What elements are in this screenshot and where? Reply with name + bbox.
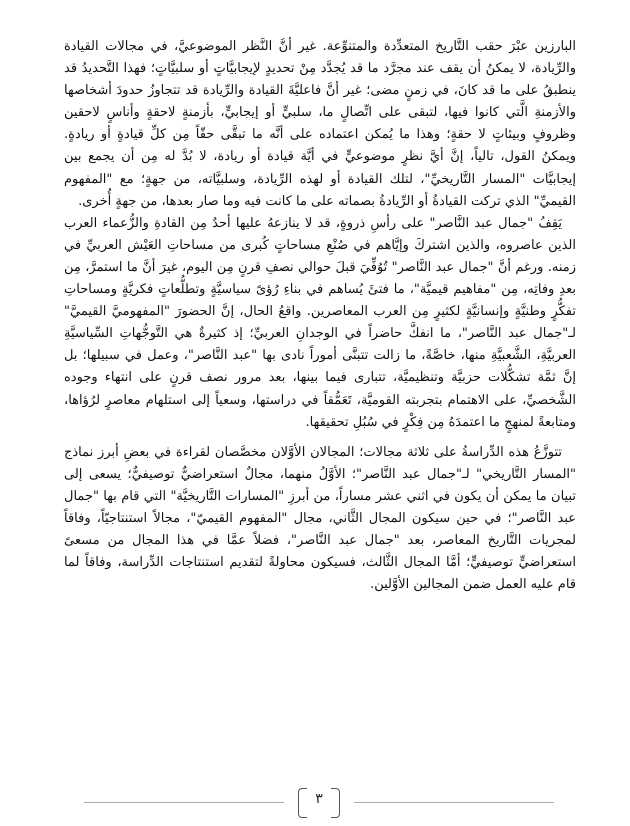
page-number: ٣ (315, 791, 323, 807)
paragraph-2: يَقِفُ "جمال عبد النَّاصر" على رأسِ ذروةٍ، قد لا ينازعهُ عليها أحدٌ مِن القادةِ والزُّعماء العرب الذين عاصروه، والذين اشتركَ وإيَّاهم في صُنْعِ مساحاتٍ كُبرى من مساحاتِ العَيْش العربيِّ في زمنه. ورغم أنَّ "جمال عبد النَّاصر" تُوُفِّيَ قبلَ حوالي نصفِ قرنٍ مِن اليوم، غيرَ أنَّ ما استمرَّ، مِن بعدِ وفاتِه، مِن "مفاهيم قيميَّة"، ما فتئَ يُساهم في بناءِ رُؤىً سياسيَّةٍ وتطلُّعاتٍ فكريَّةٍ ومساحاتِ تفكُّرٍ وطنيَّةٍ وإنسانيَّةٍ لكثيرٍ مِن العرب المعاصرين. واقعُ الحال، إنَّ الحضورَ "المفهوميَّ القيميَّ" لـ"جمال عبد النَّاصر"، ما انفكَّ حاضراً في الوجدانِ العربيِّ؛ إذ كثيرةٌ هي التَّوجُّهاتِ السِّياسيَّةِ العربيَّةِ، الشَّعبيَّةِ منها، خاصَّةً، ما زالت تتبنَّى أموراً نادى بها "عبد النَّاصر"، وعمل في سبيلها؛ بل إنَّ ثمَّة تشكُّلات حزبيَّة وتنظيميَّة، تتبارى فيما بينها، بعد مرور نصف قرنٍ على انتهاء وجوده الشَّخصيِّ، على الاهتمام بتجربته القوميَّة، تَعَمُّقاً في دراستها، وسعياً إلى استلهام معاصرٍ لرُؤاها، ومتابعةً لمنهجٍ ما اعتمدَهُ مِن فِكْرٍ في سُبُلِ تحقيقها. (64, 215, 576, 430)
body-text (64, 36, 576, 596)
page-footer (84, 786, 554, 820)
paragraph-1: البارزين عبْرَ حقب التَّاريخ المتعدِّدة والمتنوِّعة. غير أنَّ النَّظر الموضوعيَّ، في مجالات القيادة والرِّيادة، لا يمكنُ أن يقف عند مجرَّد ما قد يُجدَّد مِنْ تحديدٍ لإيجابيَّاتٍ أو سلبيَّاتٍ؛ فهذا التَّحديدُ قد ينطبقُ على ما قد كانَ، في زمنٍ مضى؛ غير أنَّ فاعليَّةَ القيادة والرِّيادة قد تتجاوزُ حدودَ أشخاصها والأزمنةِ الَّتي كانوا فيها، لتبقى على اتِّصالٍ ما، سلبيٍّ أو إيجابيٍّ، بأزمنةٍ لاحقةٍ وأناسٍ لاحقين وظروفٍ وبيئاتٍ لا حقةٍ؛ وهذا ما يُمكن اعتماده على أنَّه ما تبقَّى حقّاً مِن كلِّ قيادةٍ أو ريادةٍ. ويمكنُ القول، تالياً، إنَّ أيَّ نظرٍ موضوعيٍّ في أيَّة قيادة أو ريادة، لا بُدَّ له مِن أن يجمع بين إيجابيَّات "المسار التَّاريخيِّ"، لتلك القيادة أو لهذه الرِّيادة، وسلبيَّاته، من جهةٍ؛ مع "المفهوم القيميِّ" الذي تركت القيادةُ أو الرِّيادةُ بصماته على ما كانت فيه وما صار بعدها، من جهةٍ أُخرى. (64, 39, 576, 209)
paragraph-3: تتوزَّعُ هذه الدِّراسةُ على ثلاثة مجالات؛ المجالان الأوَّلان مخصَّصان لقراءة في بعضِ أبرز نماذج "المسار التَّاريخي" لـ"جمال عبد النَّاصر"؛ الأوَّلُ منهما، مجالٌ استعراضيٌّ توصيفيٌّ؛ يسعى إلى تبيان ما يمكن أن يكون في اثني عشر مساراً، من أبرزِ "المسارات التَّاريخيَّة" التي قام بها "جمال عبد النَّاصر"؛ في حين سيكون المجال الثَّاني، مجال "المفهوم القيميّ"، مجالاً استنتاجيّاً، وفاقاً لمجريات التَّاريخ المعاصر، بعد "جمال عبد النَّاصر"، فضلاً عمَّا في هذا المجال من مسعىً استعراضيٍّ توصيفيٍّ؛ أمَّا المجال الثَّالث، فسيكون محاولةً لتقديم استنتاجات الدِّراسة، وفاقاً لما قام عليه العمل ضمن المجالين الأوَّلين. (64, 444, 576, 593)
